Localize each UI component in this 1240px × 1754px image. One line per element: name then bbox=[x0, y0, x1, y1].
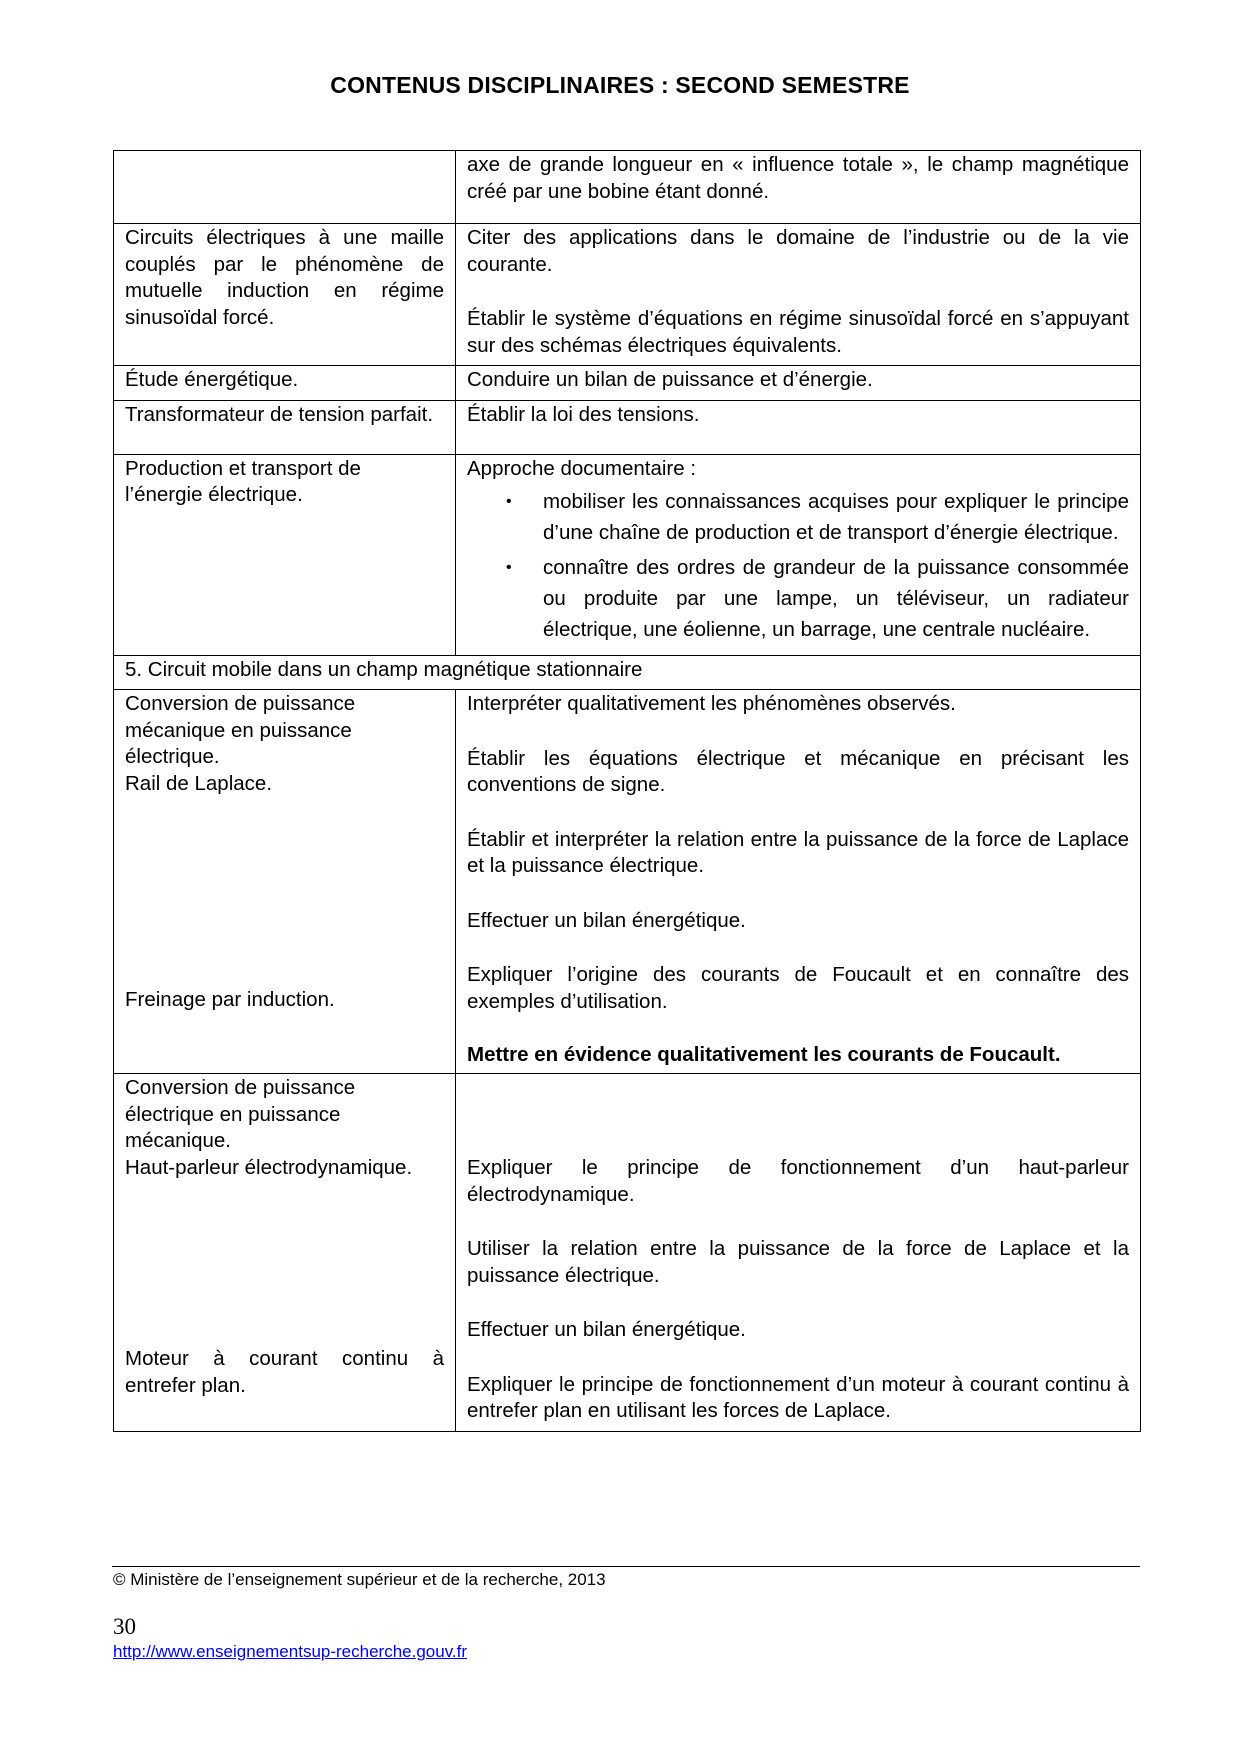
approach-label: Approche documentaire : bbox=[467, 456, 697, 480]
capacite-text: Expliquer le principe de fonctionnement d’un haut-parleur électrodynamique. bbox=[467, 1156, 1129, 1206]
bullet-icon: • bbox=[506, 493, 512, 510]
section-title: 5. Circuit mobile dans un champ magnétique stationnaire bbox=[114, 656, 1141, 690]
list-item-text: connaître des ordres de grandeur de la puissance consommée ou produite par une lampe, un téléviseur, un radiateur électrique, une éolienne, un barrage, une centrale nucléaire. bbox=[543, 556, 1129, 641]
spacer bbox=[467, 1015, 1129, 1043]
spacer bbox=[467, 1289, 1129, 1317]
notion-cell bbox=[114, 690, 456, 1074]
notion-cell bbox=[114, 151, 456, 224]
page-title: CONTENUS DISCIPLINAIRES : SECOND SEMESTRE bbox=[330, 72, 910, 98]
ministry-website-link[interactable]: http://www.enseignementsup-recherche.gouv.fr bbox=[113, 1642, 468, 1661]
spacer bbox=[467, 1075, 1129, 1155]
capacite-text: Citer des applications dans le domaine de l’industrie ou de la vie courante. bbox=[467, 226, 1129, 276]
notion-text: Conversion de puissance mécanique en puissance électrique. bbox=[125, 692, 356, 768]
capacites-cell bbox=[456, 454, 1141, 656]
notion-text: Freinage par induction. bbox=[125, 988, 335, 1011]
capacite-text: Expliquer l’origine des courants de Foucault et en connaître des exemples d’utilisation. bbox=[467, 963, 1129, 1013]
capacites-cell bbox=[456, 690, 1141, 1074]
capacite-text: Interpréter qualitativement les phénomènes observés. bbox=[467, 692, 956, 715]
table-row bbox=[114, 366, 1141, 401]
table-row bbox=[114, 454, 1141, 656]
experimental-capacite: Mettre en évidence qualitativement les courants de Foucault. bbox=[467, 1043, 1061, 1066]
capacites-cell bbox=[456, 224, 1141, 366]
notion-cell: Transformateur de tension parfait. bbox=[114, 400, 456, 454]
copyright-notice: © Ministère de l’enseignement supérieur et de la recherche, 2013 bbox=[113, 1570, 606, 1589]
spacer bbox=[125, 1399, 444, 1421]
capacites-cell: Conduire un bilan de puissance et d’énergie. bbox=[456, 366, 1141, 401]
list-item bbox=[506, 486, 1129, 548]
notion-cell: Production et transport de l’énergie électrique. bbox=[114, 454, 456, 656]
capacite-text: Effectuer un bilan énergétique. bbox=[467, 1318, 746, 1341]
capacites-cell: Établir la loi des tensions. bbox=[456, 400, 1141, 454]
spacer bbox=[467, 1208, 1129, 1236]
spacer bbox=[467, 799, 1129, 827]
notion-cell bbox=[114, 1074, 456, 1432]
table-row bbox=[114, 1074, 1141, 1432]
capacite-text: Expliquer le principe de fonctionnement d’un moteur à courant continu à entrefer plan en utilisant les forces de Laplace. bbox=[467, 1372, 1129, 1422]
capacite-text: Établir et interpréter la relation entre la puissance de la force de Laplace et la puissance électrique. bbox=[467, 827, 1129, 877]
spacer bbox=[467, 718, 1129, 746]
spacer bbox=[467, 880, 1129, 908]
capacites-cell: axe de grande longueur en « influence totale », le champ magnétique créé par une bobine étant donné. bbox=[456, 151, 1141, 224]
list-item-text: mobiliser les connaissances acquises pour expliquer le principe d’une chaîne de production et de transport d’énergie électrique. bbox=[543, 490, 1129, 544]
notion-text: Haut-parleur électrodynamique. bbox=[125, 1155, 413, 1179]
bullet-list bbox=[467, 486, 1129, 645]
page-number: 30 bbox=[113, 1614, 136, 1639]
notion-cell: Étude énergétique. bbox=[114, 366, 456, 401]
notion-text: Conversion de puissance électrique en puissance mécanique. bbox=[125, 1076, 356, 1152]
table-row bbox=[114, 224, 1141, 366]
section-row bbox=[114, 656, 1141, 690]
notion-text: Moteur à courant continu à entrefer plan. bbox=[125, 1347, 444, 1397]
capacite-text: Utiliser la relation entre la puissance de la force de Laplace et la puissance électrique. bbox=[467, 1237, 1129, 1287]
table-row bbox=[114, 690, 1141, 1074]
list-item bbox=[506, 552, 1129, 645]
table-row bbox=[114, 400, 1141, 454]
capacite-text: Établir les équations électrique et mécanique en précisant les conventions de signe. bbox=[467, 746, 1129, 796]
bullet-icon: • bbox=[506, 559, 512, 576]
notion-text: Rail de Laplace. bbox=[125, 771, 273, 795]
footer-divider bbox=[112, 1566, 1140, 1567]
spacer bbox=[467, 1344, 1129, 1372]
notion-cell: Circuits électriques à une maille couplés par le phénomène de mutuelle induction en régime sinusoïdal forcé. bbox=[114, 224, 456, 366]
spacer bbox=[125, 797, 444, 987]
spacer bbox=[125, 1181, 444, 1346]
capacites-cell bbox=[456, 1074, 1141, 1432]
table-row bbox=[114, 151, 1141, 224]
capacite-text: Établir le système d’équations en régime sinusoïdal forcé en s’appuyant sur des schémas électriques équivalents. bbox=[467, 307, 1129, 357]
spacer bbox=[467, 934, 1129, 962]
curriculum-table bbox=[113, 150, 1141, 1432]
capacite-text: Effectuer un bilan énergétique. bbox=[467, 908, 746, 932]
spacer bbox=[467, 278, 1129, 306]
